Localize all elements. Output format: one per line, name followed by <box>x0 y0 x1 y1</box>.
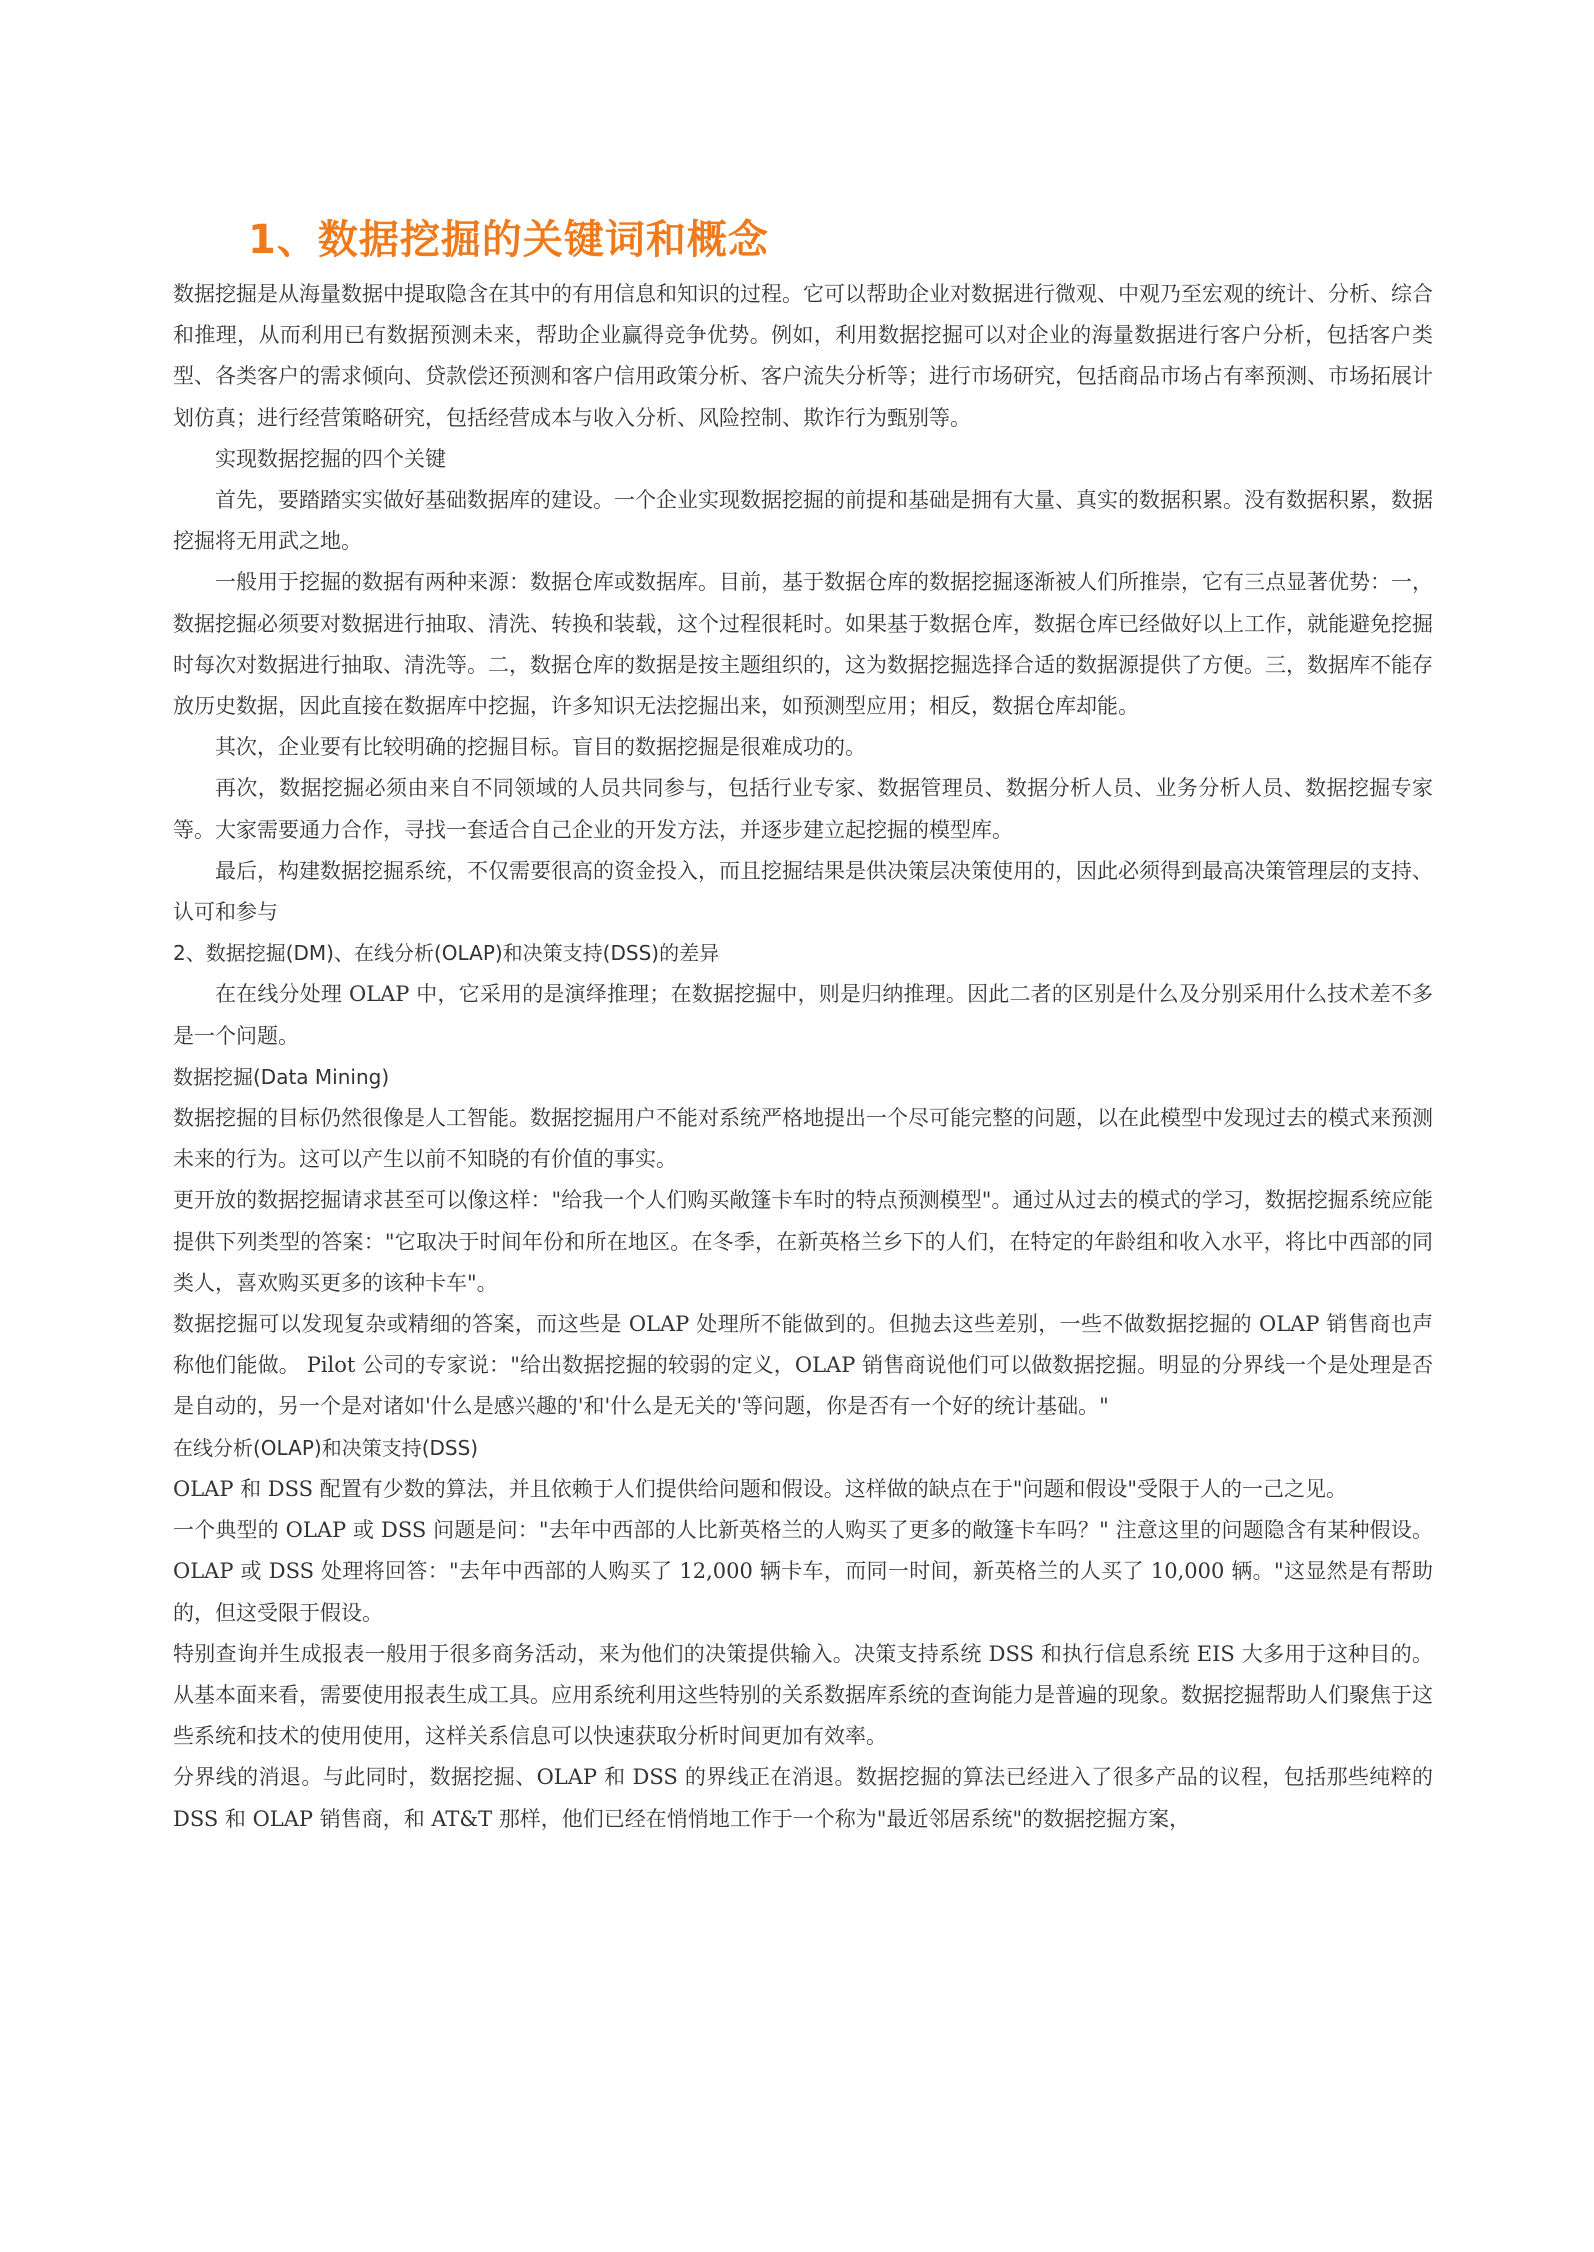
subsection-heading: 数据挖掘(Data Mining) <box>173 1064 390 1089</box>
paragraph: 其次，企业要有比较明确的挖掘目标。盲目的数据挖掘是很难成功的。 <box>215 735 866 760</box>
paragraph: 在在线分处理 OLAP 中，它采用的是演绎推理；在数据挖掘中，则是归纳推理。因此二者的区别是什么及分别采用什么技术差不多是一个问题。 <box>173 982 1433 1048</box>
paragraph: 实现数据挖掘的四个关键 <box>215 446 446 471</box>
paragraph: 一般用于挖掘的数据有两种来源：数据仓库或数据库。目前，基于数据仓库的数据挖掘逐渐被人们所推崇，它有三点显著优势：一，数据挖掘必须要对数据进行抽取、清洗、转换和装载，这个过程很耗时。如果基于数据仓库，数据仓库已经做好以上工作，就能避免挖掘时每次对数据进行抽取、清洗等。二，数据仓库的数据是按主题组织的，这为数据挖掘选择合适的数据源提供了方便。三，数据库不能存放历史数据，因此直接在数据库中挖掘，许多知识无法挖掘出来，如预测型应用；相反，数据仓库却能。 <box>173 570 1433 719</box>
paragraph: 分界线的消退。与此同时，数据挖掘、OLAP 和 DSS 的界线正在消退。数据挖掘的算法已经进入了很多产品的议程，包括那些纯粹的 DSS 和 OLAP 销售商，和 AT&T 那样，他们已经在悄悄地工作于一个称为"最近邻居系统"的数据挖掘方案， <box>173 1765 1433 1831</box>
paragraph: 一个典型的 OLAP 或 DSS 问题是问："去年中西部的人比新英格兰的人购买了更多的敞篷卡车吗？" 注意这里的问题隐含有某种假设。OLAP 或 DSS 处理将回答："去年中西部的人购买了 12,000 辆卡车，而同一时间，新英格兰的人买了 10,000 辆。"这显然是有帮助的，但这受限于假设。 <box>173 1518 1433 1625</box>
paragraph: 更开放的数据挖掘请求甚至可以像这样："给我一个人们购买敞篷卡车时的特点预测模型"。通过从过去的模式的学习，数据挖掘系统应能提供下列类型的答案："它取决于时间年份和所在地区。在冬季，在新英格兰乡下的人们，在特定的年龄组和收入水平，将比中西部的同类人，喜欢购买更多的该种卡车"。 <box>173 1188 1433 1295</box>
paragraph: 再次，数据挖掘必须由来自不同领域的人员共同参与，包括行业专家、数据管理员、数据分析人员、业务分析人员、数据挖掘专家等。大家需要通力合作，寻找一套适合自己企业的开发方法，并逐步建立起挖掘的模型库。 <box>173 776 1433 842</box>
paragraph: OLAP 和 DSS 配置有少数的算法，并且依赖于人们提供给问题和假设。这样做的缺点在于"问题和假设"受限于人的一己之见。 <box>173 1476 1348 1501</box>
document-body <box>173 210 1433 1840</box>
paragraph: 数据挖掘的目标仍然很像是人工智能。数据挖掘用户不能对系统严格地提出一个尽可能完整的问题，以在此模型中发现过去的模式来预测未来的行为。这可以产生以前不知晓的有价值的事实。 <box>173 1106 1433 1172</box>
paragraph: 首先，要踏踏实实做好基础数据库的建设。一个企业实现数据挖掘的前提和基础是拥有大量、真实的数据积累。没有数据积累，数据挖掘将无用武之地。 <box>173 488 1433 554</box>
paragraph: 数据挖掘可以发现复杂或精细的答案，而这些是 OLAP 处理所不能做到的。但抛去这些差别，一些不做数据挖掘的 OLAP 销售商也声称他们能做。 Pilot 公司的专家说："给出数据挖掘的较弱的定义，OLAP 销售商说他们可以做数据挖掘。明显的分界线一个是处理是否是自动的，另一个是对诸如'什么是感兴趣的'和'什么是无关的'等问题，你是否有一个好的统计基础。" <box>173 1312 1433 1419</box>
paragraph: 数据挖掘是从海量数据中提取隐含在其中的有用信息和知识的过程。它可以帮助企业对数据进行微观、中观乃至宏观的统计、分析、综合和推理，从而利用已有数据预测未来，帮助企业赢得竞争优势。例如，利用数据挖掘可以对企业的海量数据进行客户分析，包括客户类型、各类客户的需求倾向、贷款偿还预测和客户信用政策分析、客户流失分析等；进行市场研究，包括商品市场占有率预测、市场拓展计划仿真；进行经营策略研究，包括经营成本与收入分析、风险控制、欺诈行为甄别等。 <box>173 282 1433 430</box>
paragraph: 特别查询并生成报表一般用于很多商务活动，来为他们的决策提供输入。决策支持系统 DSS 和执行信息系统 EIS 大多用于这种目的。从基本面来看，需要使用报表生成工具。应用系统利用这些特别的关系数据库系统的查询能力是普遍的现象。数据挖掘帮助人们聚焦于这些系统和技术的使用使用，这样关系信息可以快速获取分析时间更加有效率。 <box>173 1641 1433 1749</box>
section-heading: 2、数据挖掘(DM)、在线分析(OLAP)和决策支持(DSS)的差异 <box>173 941 720 966</box>
subsection-heading: 在线分析(OLAP)和决策支持(DSS) <box>173 1435 479 1460</box>
paragraph: 最后，构建数据挖掘系统，不仅需要很高的资金投入，而且挖掘结果是供决策层决策使用的，因此必须得到最高决策管理层的支持、认可和参与 <box>173 858 1433 925</box>
page-title: 1、数据挖掘的关键词和概念 <box>248 217 769 263</box>
